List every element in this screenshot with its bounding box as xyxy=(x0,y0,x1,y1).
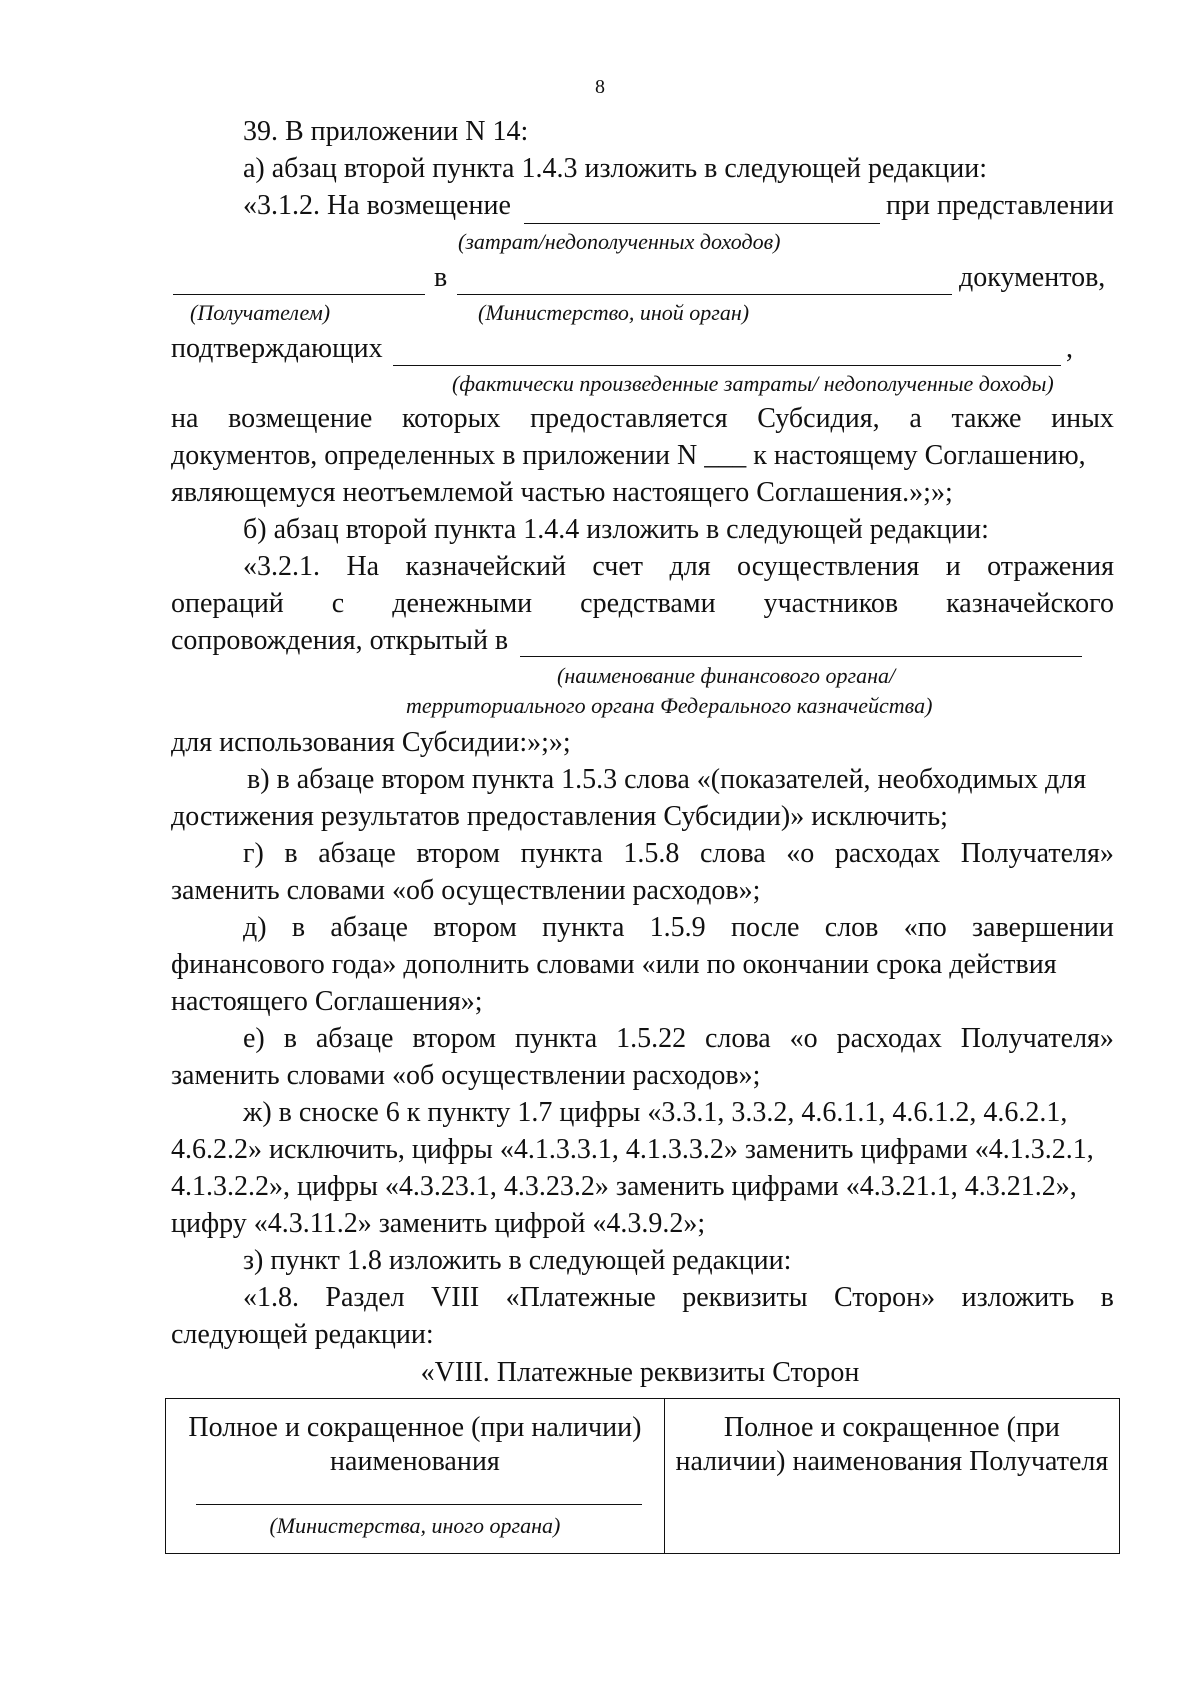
subitem-e-line2: заменить словами «об осуществлении расходов»; xyxy=(171,1060,761,1091)
subitem-b-line3: сопровождения, открытый в xyxy=(171,625,509,656)
item-39-heading: 39. В приложении N 14: xyxy=(243,116,529,147)
subitem-e-line1: е) в абзаце втором пункта 1.5.22 слова «о расходах Получателя» xyxy=(243,1023,1114,1054)
ministry-heading: Полное и сокращенное (при наличии) наименования xyxy=(188,1412,642,1477)
subitem-a-line3-end: , xyxy=(1066,333,1073,364)
subitem-zh-line2: 4.6.2.2» исключить, цифры «4.1.3.3.1, 4.1.3.3.2» заменить цифрами «4.1.3.2.1, xyxy=(171,1134,1094,1165)
blank-confirming xyxy=(393,365,1061,366)
recipient-heading: Полное и сокращенное (при наличии) наименования Получателя xyxy=(675,1412,1109,1477)
subitem-g-line1: г) в абзаце втором пункта 1.5.8 слова «о расходах Получателя» xyxy=(243,838,1114,869)
subitem-a-intro: а) абзац второй пункта 1.4.3 изложить в следующей редакции: xyxy=(243,153,988,184)
subitem-d-line3: настоящего Соглашения»; xyxy=(171,986,483,1017)
subitem-a-line2-mid: в xyxy=(434,262,448,293)
blank-financial-body xyxy=(520,656,1082,657)
subitem-g-line2: заменить словами «об осуществлении расходов»; xyxy=(171,875,761,906)
subitem-b-intro: б) абзац второй пункта 1.4.4 изложить в следующей редакции: xyxy=(243,514,989,545)
ministry-note: (Министерства, иного органа) xyxy=(269,1513,561,1538)
subitem-z-intro: з) пункт 1.8 изложить в следующей редакции: xyxy=(243,1245,792,1276)
subitem-a-line1-end: при представлении xyxy=(886,190,1114,221)
blank-ministry xyxy=(457,294,952,295)
note-costs: (затрат/недополученных доходов) xyxy=(458,229,781,254)
subitem-zh-line4: цифру «4.3.11.2» заменить цифрой «4.3.9.2»; xyxy=(171,1208,706,1239)
note-financial-body: (наименование финансового органа/ xyxy=(557,663,896,688)
note-treasury: территориального органа Федерального казначейства) xyxy=(406,693,933,718)
blank-recipient xyxy=(173,294,425,295)
subitem-a-line3-start: подтверждающих xyxy=(171,333,383,364)
ministry-cell xyxy=(166,1399,665,1554)
section-title: «VIII. Платежные реквизиты Сторон xyxy=(420,1357,860,1388)
subitem-v-line2: достижения результатов предоставления Субсидии)» исключить; xyxy=(171,801,948,832)
subitem-a-line6: являющемуся неотъемлемой частью настоящего Соглашения.»;»; xyxy=(171,477,953,508)
subitem-a-line2-end: документов, xyxy=(959,262,1106,293)
subitem-d-line2: финансового года» дополнить словами «или по окончании срока действия xyxy=(171,949,1057,980)
subitem-b-line4: для использования Субсидии:»;»; xyxy=(171,727,571,758)
note-ministry: (Министерство, иной орган) xyxy=(478,300,750,325)
subitem-b-line2: операций с денежными средствами участников казначейского xyxy=(171,588,1114,619)
subitem-d-line1: д) в абзаце втором пункта 1.5.9 после слов «по завершении xyxy=(243,912,1114,943)
note-recipient: (Получателем) xyxy=(190,300,331,325)
subitem-zh-line1: ж) в сноске 6 к пункту 1.7 цифры «3.3.1, 3.3.2, 4.6.1.1, 4.6.1.2, 4.6.2.1, xyxy=(243,1097,1068,1128)
subitem-z-line2: следующей редакции: xyxy=(171,1319,434,1350)
ministry-name-blank xyxy=(196,1504,642,1505)
recipient-cell xyxy=(664,1399,1119,1554)
payment-details-table xyxy=(165,1398,1120,1554)
note-actual-costs: (фактически произведенные затраты/ недополученные доходы) xyxy=(452,371,1054,396)
subitem-a-line4: на возмещение которых предоставляется Субсидия, а также иных xyxy=(171,403,1114,434)
subitem-b-line1: «3.2.1. На казначейский счет для осуществления и отражения xyxy=(243,551,1114,582)
subitem-z-line1: «1.8. Раздел VIII «Платежные реквизиты Сторон» изложить в xyxy=(243,1282,1114,1313)
subitem-a-line5: документов, определенных в приложении N ___ к настоящему Соглашению, xyxy=(171,440,1086,471)
subitem-zh-line3: 4.1.3.2.2», цифры «4.3.23.1, 4.3.23.2» заменить цифрами «4.3.21.1, 4.3.21.2», xyxy=(171,1171,1077,1202)
blank-costs xyxy=(524,223,880,224)
subitem-a-line1-start: «3.1.2. На возмещение xyxy=(243,190,511,221)
page-number: 8 xyxy=(595,76,605,98)
subitem-v-line1: в) в абзаце втором пункта 1.5.3 слова «(показателей, необходимых для xyxy=(247,764,1087,795)
